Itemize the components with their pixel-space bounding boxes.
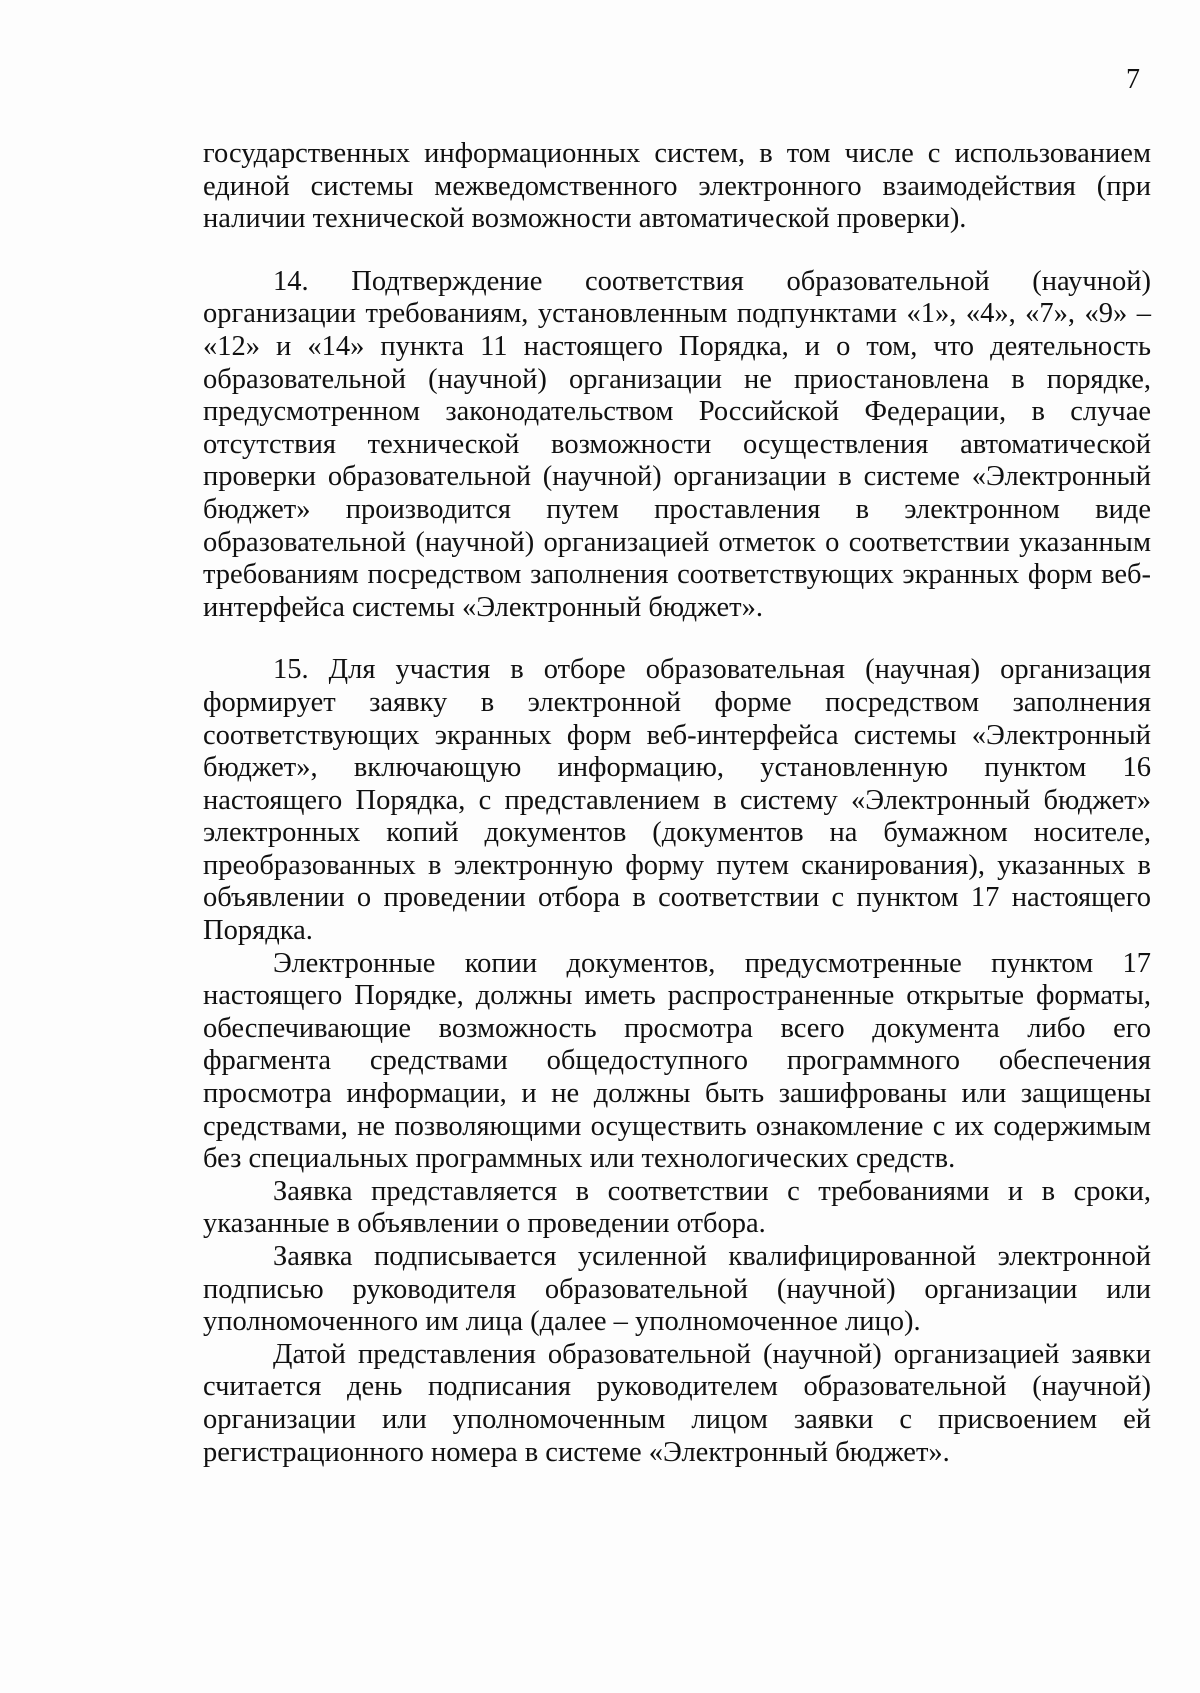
paragraph-number: 14. — [273, 265, 309, 297]
paragraph-electronic-copies — [203, 948, 1151, 1176]
paragraph-15 — [203, 654, 1151, 947]
document-body — [203, 138, 1151, 1469]
paragraph-text: Заявка представляется в соответствии с требованиями и в сроки, указанные в объявлении о проведении отбора. — [203, 1175, 1151, 1240]
paragraph-application-submission — [203, 1176, 1151, 1241]
paragraph-number: 15. — [273, 654, 309, 686]
paragraph-text: Заявка подписывается усиленной квалифицированной электронной подписью руководителя образовательной (научной) организации или уполномоченного им лица (далее – уполномоченное лицо). — [203, 1241, 1151, 1338]
paragraph-text: Датой представления образовательной (научной) организацией заявки считается день подписания руководителем образовательной (научной) организации или уполномоченным лицом заявки с присвоением ей регистрационного номера в системе «Электронный бюджет». — [203, 1338, 1151, 1468]
page-number: 7 — [1126, 64, 1140, 95]
paragraph-text: Для участия в отборе образовательная (научная) организация формирует заявку в электронной форме посредством заполнения соответствующих экранных форм веб-интерфейса системы «Электронный бюджет», включающую информацию, установленную пунктом 16 настоящего Порядка, с представлением в систему «Электронный бюджет» электронных копий документов (документов на бумажном носителе, преобразованных в электронную форму путем сканирования), указанных в объявлении о проведении отбора в соответствии с пунктом 17 настоящего Порядка. — [203, 654, 1152, 947]
paragraph-text: Электронные копии документов, предусмотренные пунктом 17 настоящего Порядке, должны иметь распространенные открытые форматы, обеспечивающие возможность просмотра всего документа либо его фрагмента средствами общедоступного программного обеспечения просмотра информации, и не должны быть зашифрованы или защищены средствами, не позволяющими осуществить ознакомление с их содержимым без специальных программных или технологических средств. — [203, 947, 1151, 1175]
paragraph-text: Подтверждение соответствия образовательной (научной) организации требованиям, установленным подпунктами «1», «4», «7», «9» – «12» и «14» пункта 11 настоящего Порядка, и о том, что деятельность образовательной (научной) организации не приостановлена в порядке, предусмотренном законодательством Российской Федерации, в случае отсутствия технической возможности осуществления автоматической проверки образовательной (научной) организации в системе «Электронный бюджет» производится путем проставления в электронном виде образовательной (научной) организацией отметок о соответствии указанным требованиям посредством заполнения соответствующих экранных форм веб-интерфейса системы «Электронный бюджет». — [203, 265, 1151, 623]
paragraph-continuation — [203, 138, 1151, 236]
paragraph-14 — [203, 266, 1151, 625]
paragraph-text: государственных информационных систем, в том числе с использованием единой системы межведомственного электронного взаимодействия (при наличии технической возможности автоматической проверки). — [203, 138, 1151, 235]
paragraph-application-signature — [203, 1241, 1151, 1339]
paragraph-submission-date — [203, 1339, 1151, 1469]
